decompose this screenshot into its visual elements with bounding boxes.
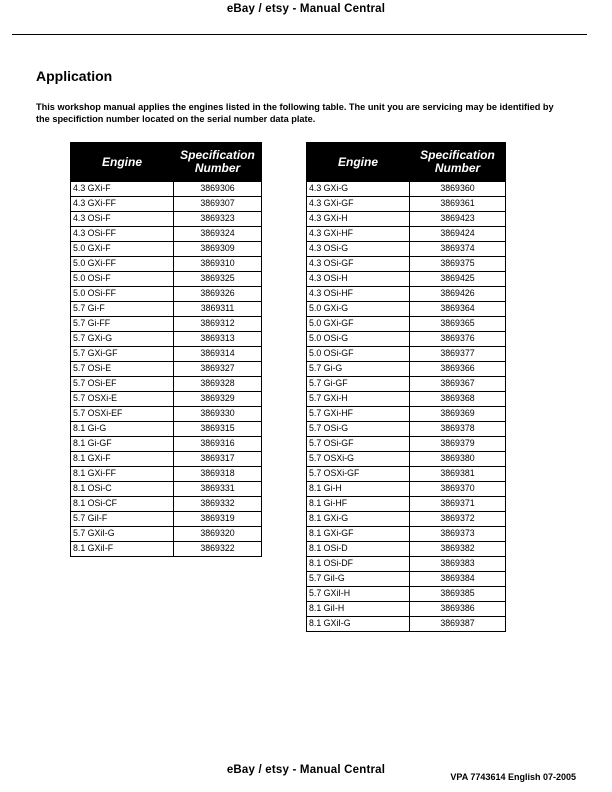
spec-number-cell: 3869371 bbox=[410, 497, 506, 512]
spec-number-cell: 3869367 bbox=[410, 377, 506, 392]
table-row bbox=[307, 407, 506, 422]
table-row bbox=[71, 377, 262, 392]
table-row bbox=[307, 317, 506, 332]
spec-number-cell: 3869323 bbox=[174, 212, 262, 227]
spec-number-cell: 3869372 bbox=[410, 512, 506, 527]
spec-number-column-header bbox=[410, 143, 506, 182]
table-row bbox=[307, 602, 506, 617]
section-heading: Application bbox=[36, 68, 113, 84]
spec-number-cell: 3869380 bbox=[410, 452, 506, 467]
table-row bbox=[307, 392, 506, 407]
spec-number-cell: 3869385 bbox=[410, 587, 506, 602]
engine-model-cell: 5.0 GXi-GF bbox=[307, 317, 410, 332]
engine-model-cell: 5.0 OSi-GF bbox=[307, 347, 410, 362]
spec-number-cell: 3869370 bbox=[410, 482, 506, 497]
table-row bbox=[307, 377, 506, 392]
table-row bbox=[307, 497, 506, 512]
spec-number-cell: 3869425 bbox=[410, 272, 506, 287]
spec-number-cell: 3869379 bbox=[410, 437, 506, 452]
table-row bbox=[71, 302, 262, 317]
engine-model-cell: 4.3 GXi-G bbox=[307, 182, 410, 197]
spec-number-cell: 3869313 bbox=[174, 332, 262, 347]
spec-number-column-header bbox=[174, 143, 262, 182]
engine-model-cell: 4.3 OSi-G bbox=[307, 242, 410, 257]
table-row bbox=[307, 557, 506, 572]
spec-number-cell: 3869328 bbox=[174, 377, 262, 392]
spec-number-cell: 3869373 bbox=[410, 527, 506, 542]
engine-model-cell: 4.3 OSi-H bbox=[307, 272, 410, 287]
spec-number-cell: 3869424 bbox=[410, 227, 506, 242]
spec-number-cell: 3869320 bbox=[174, 527, 262, 542]
spec-number-cell: 3869330 bbox=[174, 407, 262, 422]
table-row bbox=[71, 347, 262, 362]
engine-model-cell: 5.7 GiI-G bbox=[307, 572, 410, 587]
spec-number-cell: 3869365 bbox=[410, 317, 506, 332]
table-row bbox=[307, 467, 506, 482]
spec-number-cell: 3869383 bbox=[410, 557, 506, 572]
spec-number-cell: 3869324 bbox=[174, 227, 262, 242]
spec-number-cell: 3869374 bbox=[410, 242, 506, 257]
table-row bbox=[307, 422, 506, 437]
table-row bbox=[71, 542, 262, 557]
engine-model-cell: 5.7 GiI-F bbox=[71, 512, 174, 527]
spec-number-cell: 3869327 bbox=[174, 362, 262, 377]
table-row bbox=[307, 302, 506, 317]
engine-model-cell: 4.3 OSi-F bbox=[71, 212, 174, 227]
engine-spec-table-left bbox=[70, 142, 262, 557]
engine-model-cell: 8.1 Gi-GF bbox=[71, 437, 174, 452]
table-row bbox=[307, 437, 506, 452]
engine-model-cell: 5.7 Gi-F bbox=[71, 302, 174, 317]
table-row bbox=[307, 257, 506, 272]
spec-number-cell: 3869384 bbox=[410, 572, 506, 587]
table-row bbox=[71, 227, 262, 242]
spec-number-cell: 3869387 bbox=[410, 617, 506, 632]
spec-number-cell: 3869366 bbox=[410, 362, 506, 377]
engine-model-cell: 5.7 GXi-H bbox=[307, 392, 410, 407]
engine-model-cell: 4.3 GXi-H bbox=[307, 212, 410, 227]
engine-model-cell: 8.1 Gi-HF bbox=[307, 497, 410, 512]
table-row bbox=[307, 272, 506, 287]
engine-model-cell: 5.7 OSi-EF bbox=[71, 377, 174, 392]
spec-number-cell: 3869306 bbox=[174, 182, 262, 197]
table-row bbox=[71, 212, 262, 227]
spec-number-cell: 3869316 bbox=[174, 437, 262, 452]
engine-model-cell: 5.7 GXiI-H bbox=[307, 587, 410, 602]
engine-model-cell: 8.1 Gi-H bbox=[307, 482, 410, 497]
table-row bbox=[307, 242, 506, 257]
spec-number-cell: 3869364 bbox=[410, 302, 506, 317]
table-row bbox=[307, 332, 506, 347]
spec-number-cell: 3869361 bbox=[410, 197, 506, 212]
engine-model-cell: 8.1 Gi-G bbox=[71, 422, 174, 437]
table-row bbox=[71, 182, 262, 197]
spec-number-cell: 3869319 bbox=[174, 512, 262, 527]
table-row bbox=[307, 572, 506, 587]
spec-number-cell: 3869329 bbox=[174, 392, 262, 407]
spec-header-line2: Number bbox=[194, 161, 241, 175]
engine-model-cell: 5.7 OSi-G bbox=[307, 422, 410, 437]
table-row bbox=[71, 512, 262, 527]
engine-model-cell: 4.3 OSi-GF bbox=[307, 257, 410, 272]
engine-model-cell: 5.7 OSi-E bbox=[71, 362, 174, 377]
spec-number-cell: 3869369 bbox=[410, 407, 506, 422]
spec-number-cell: 3869311 bbox=[174, 302, 262, 317]
spec-number-cell: 3869315 bbox=[174, 422, 262, 437]
table-row bbox=[71, 422, 262, 437]
spec-number-cell: 3869360 bbox=[410, 182, 506, 197]
table-row bbox=[71, 467, 262, 482]
spec-number-cell: 3869314 bbox=[174, 347, 262, 362]
spec-number-cell: 3869368 bbox=[410, 392, 506, 407]
table-row bbox=[307, 527, 506, 542]
table-row bbox=[307, 362, 506, 377]
table-row bbox=[71, 362, 262, 377]
table-row bbox=[71, 452, 262, 467]
table-row bbox=[307, 482, 506, 497]
table-row bbox=[307, 587, 506, 602]
table-row bbox=[307, 212, 506, 227]
spec-number-cell: 3869382 bbox=[410, 542, 506, 557]
engine-model-cell: 5.7 GXi-GF bbox=[71, 347, 174, 362]
engine-model-cell: 4.3 GXi-F bbox=[71, 182, 174, 197]
engine-model-cell: 8.1 GiI-H bbox=[307, 602, 410, 617]
table-row bbox=[71, 287, 262, 302]
table-row bbox=[71, 242, 262, 257]
engine-model-cell: 8.1 GXiI-F bbox=[71, 542, 174, 557]
table-row bbox=[71, 392, 262, 407]
table-row bbox=[307, 182, 506, 197]
spec-number-cell: 3869332 bbox=[174, 497, 262, 512]
engine-model-cell: 5.0 OSi-G bbox=[307, 332, 410, 347]
spec-number-cell: 3869378 bbox=[410, 422, 506, 437]
engine-model-cell: 4.3 GXi-GF bbox=[307, 197, 410, 212]
engine-model-cell: 5.7 GXi-HF bbox=[307, 407, 410, 422]
engine-column-header: Engine bbox=[307, 143, 410, 182]
engine-model-cell: 8.1 GXi-FF bbox=[71, 467, 174, 482]
table-row bbox=[71, 317, 262, 332]
table-row bbox=[71, 332, 262, 347]
table-row bbox=[307, 227, 506, 242]
header-title: eBay / etsy - Manual Central bbox=[226, 3, 386, 15]
intro-paragraph: This workshop manual applies the engines listed in the following table. The unit you are servicing may be identified by the specifiction number located on the serial number data plate. bbox=[36, 102, 554, 124]
engine-model-cell: 4.3 GXi-HF bbox=[307, 227, 410, 242]
engine-model-cell: 4.3 OSi-FF bbox=[71, 227, 174, 242]
engine-model-cell: 8.1 GXi-F bbox=[71, 452, 174, 467]
table-row bbox=[71, 497, 262, 512]
engine-model-cell: 5.7 Gi-G bbox=[307, 362, 410, 377]
table-row bbox=[71, 407, 262, 422]
table-row bbox=[71, 272, 262, 287]
table-row bbox=[307, 197, 506, 212]
table-row bbox=[307, 617, 506, 632]
header-divider bbox=[12, 34, 587, 35]
spec-number-cell: 3869322 bbox=[174, 542, 262, 557]
spec-number-cell: 3869377 bbox=[410, 347, 506, 362]
engine-model-cell: 5.0 OSi-FF bbox=[71, 287, 174, 302]
engine-model-cell: 5.7 GXi-G bbox=[71, 332, 174, 347]
engine-model-cell: 5.7 Gi-FF bbox=[71, 317, 174, 332]
engine-model-cell: 5.0 GXi-FF bbox=[71, 257, 174, 272]
spec-number-cell: 3869331 bbox=[174, 482, 262, 497]
engine-model-cell: 8.1 GXiI-G bbox=[307, 617, 410, 632]
engine-model-cell: 5.0 OSi-F bbox=[71, 272, 174, 287]
table-row bbox=[71, 437, 262, 452]
table-row bbox=[71, 527, 262, 542]
table-row bbox=[307, 347, 506, 362]
spec-number-cell: 3869317 bbox=[174, 452, 262, 467]
table-row bbox=[307, 512, 506, 527]
engine-spec-table-right bbox=[306, 142, 506, 632]
table-row bbox=[307, 542, 506, 557]
engine-model-cell: 5.7 OSXi-E bbox=[71, 392, 174, 407]
engine-model-cell: 8.1 GXi-GF bbox=[307, 527, 410, 542]
engine-model-cell: 5.7 GXiI-G bbox=[71, 527, 174, 542]
engine-model-cell: 5.7 Gi-GF bbox=[307, 377, 410, 392]
spec-header-line1: Specification bbox=[180, 148, 255, 162]
engine-model-cell: 8.1 OSi-D bbox=[307, 542, 410, 557]
engine-model-cell: 8.1 GXi-G bbox=[307, 512, 410, 527]
spec-number-cell: 3869325 bbox=[174, 272, 262, 287]
engine-model-cell: 5.7 OSXi-GF bbox=[307, 467, 410, 482]
engine-model-cell: 8.1 OSi-C bbox=[71, 482, 174, 497]
spec-number-cell: 3869381 bbox=[410, 467, 506, 482]
engine-model-cell: 5.7 OSXi-G bbox=[307, 452, 410, 467]
spec-header-line2: Number bbox=[434, 161, 481, 175]
table-row bbox=[307, 452, 506, 467]
spec-number-cell: 3869318 bbox=[174, 467, 262, 482]
engine-model-cell: 4.3 OSi-HF bbox=[307, 287, 410, 302]
spec-number-cell: 3869326 bbox=[174, 287, 262, 302]
engine-model-cell: 5.7 OSXi-EF bbox=[71, 407, 174, 422]
spec-number-cell: 3869309 bbox=[174, 242, 262, 257]
spec-number-cell: 3869376 bbox=[410, 332, 506, 347]
table-row bbox=[71, 197, 262, 212]
engine-column-header: Engine bbox=[71, 143, 174, 182]
footer-title: eBay / etsy - Manual Central bbox=[226, 764, 386, 776]
spec-number-cell: 3869423 bbox=[410, 212, 506, 227]
engine-model-cell: 5.7 OSi-GF bbox=[307, 437, 410, 452]
table-row bbox=[307, 287, 506, 302]
table-row bbox=[71, 482, 262, 497]
table-row bbox=[71, 257, 262, 272]
spec-number-cell: 3869426 bbox=[410, 287, 506, 302]
engine-model-cell: 8.1 OSi-DF bbox=[307, 557, 410, 572]
spec-number-cell: 3869310 bbox=[174, 257, 262, 272]
engine-model-cell: 4.3 GXi-FF bbox=[71, 197, 174, 212]
spec-number-cell: 3869312 bbox=[174, 317, 262, 332]
spec-number-cell: 3869375 bbox=[410, 257, 506, 272]
document-reference: VPA 7743614 English 07-2005 bbox=[450, 772, 576, 782]
spec-header-line1: Specification bbox=[420, 148, 495, 162]
spec-number-cell: 3869386 bbox=[410, 602, 506, 617]
engine-model-cell: 5.0 GXi-G bbox=[307, 302, 410, 317]
spec-number-cell: 3869307 bbox=[174, 197, 262, 212]
engine-model-cell: 8.1 OSi-CF bbox=[71, 497, 174, 512]
engine-model-cell: 5.0 GXi-F bbox=[71, 242, 174, 257]
